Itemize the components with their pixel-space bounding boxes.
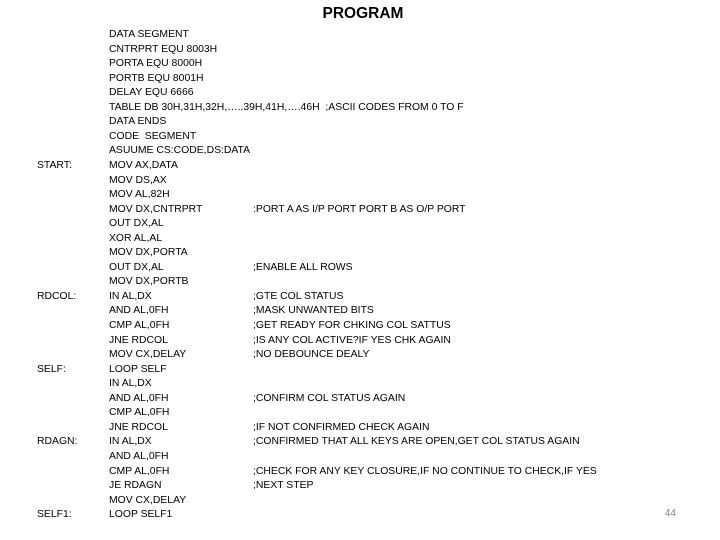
code-instruction: JNE RDCOL	[109, 421, 168, 433]
code-instruction: MOV CX,DELAY	[109, 349, 187, 361]
code-line	[0, 508, 720, 523]
code-comment: ;CHECK FOR ANY KEY CLOSURE,IF NO CONTINUE TO CHECK,IF YES	[253, 465, 597, 477]
code-line	[0, 115, 720, 130]
code-line	[0, 72, 720, 87]
code-line	[0, 217, 720, 232]
code-instruction: MOV AX,DATA	[109, 159, 178, 171]
code-line	[0, 43, 720, 58]
code-label: START:	[37, 159, 72, 171]
code-instruction: CMP AL,0FH	[109, 320, 170, 331]
code-line	[0, 377, 720, 392]
code-line	[0, 348, 720, 363]
code-comment: ;IS ANY COL ACTIVE?IF YES CHK AGAIN	[253, 334, 451, 346]
code-instruction: ASUUME CS:CODE,DS:DATA	[109, 145, 251, 157]
code-comment: :PORT A AS I/P PORT PORT B AS O/P PORT	[253, 203, 466, 215]
code-comment: ;GET READY FOR CHKING COL SATTUS	[253, 320, 451, 331]
code-comment: ;IF NOT CONFIRMED CHECK AGAIN	[253, 421, 430, 433]
code-line	[0, 246, 720, 261]
code-instruction: MOV CX,DELAY	[109, 494, 187, 506]
code-line	[0, 188, 720, 203]
code-line	[0, 144, 720, 159]
code-line	[0, 232, 720, 247]
code-instruction: OUT DX,AL	[109, 218, 164, 230]
code-line	[0, 392, 720, 407]
code-instruction: CMP AL,0FH	[109, 465, 170, 477]
code-line	[0, 28, 720, 43]
code-comment: ;CONFIRMED THAT ALL KEYS ARE OPEN,GET COL STATUS AGAIN	[253, 436, 580, 448]
code-instruction: MOV DX,CNTRPRT	[109, 203, 203, 215]
code-line	[0, 203, 720, 218]
code-instruction: DELAY EQU 6666	[109, 87, 194, 99]
code-instruction: XOR AL,AL	[109, 232, 163, 244]
code-instruction: MOV DX,PORTB	[109, 276, 189, 288]
code-label: SELF1:	[37, 509, 72, 521]
code-line	[0, 334, 720, 349]
code-instruction: IN AL,DX	[109, 436, 152, 448]
code-label: RDAGN:	[37, 436, 78, 448]
code-instruction: IN AL,DX	[109, 290, 152, 302]
code-instruction: LOOP SELF	[109, 363, 167, 375]
code-line	[0, 494, 720, 509]
code-instruction: LOOP SELF1	[109, 509, 173, 521]
code-instruction: PORTA EQU 8000H	[109, 58, 203, 70]
page-number: 44	[664, 508, 676, 519]
code-label: RDCOL:	[37, 290, 77, 302]
code-instruction: AND AL,0FH	[109, 392, 169, 404]
code-instruction: TABLE DB 30H,31H,32H,…..39H,41H,….46H ;ASCII CODES FROM 0 TO F	[109, 101, 464, 113]
code-line	[0, 86, 720, 101]
code-line	[0, 465, 720, 480]
code-instruction: OUT DX,AL	[109, 261, 164, 273]
code-instruction: JE RDAGN	[109, 480, 162, 492]
code-line	[0, 304, 720, 319]
code-instruction: MOV DX,PORTA	[109, 247, 188, 259]
code-line	[0, 261, 720, 276]
code-instruction: PORTB EQU 8001H	[109, 72, 204, 84]
code-line	[0, 130, 720, 145]
code-line	[0, 319, 720, 334]
code-line	[0, 57, 720, 72]
code-line	[0, 159, 720, 174]
code-line	[0, 450, 720, 465]
code-comment: ;ENABLE ALL ROWS	[253, 261, 353, 273]
code-line	[0, 174, 720, 189]
code-line	[0, 275, 720, 290]
code-comment: ;NO DEBOUNCE DEALY	[253, 349, 370, 361]
code-instruction: AND AL,0FH	[109, 450, 169, 462]
code-instruction: MOV AL,82H	[109, 189, 170, 201]
code-instruction: DATA ENDS	[109, 116, 167, 128]
code-line	[0, 290, 720, 305]
code-line	[0, 421, 720, 436]
code-instruction: DATA SEGMENT	[109, 29, 189, 40]
code-comment: ;NEXT STEP	[253, 480, 314, 492]
code-comment: ;MASK UNWANTED BITS	[253, 305, 374, 317]
slide-title: PROGRAM	[322, 5, 404, 22]
code-line	[0, 406, 720, 421]
code-instruction: MOV DS,AX	[109, 174, 167, 186]
code-instruction: CNTRPRT EQU 8003H	[109, 43, 218, 55]
code-comment: ;CONFIRM COL STATUS AGAIN	[253, 392, 406, 404]
code-instruction: CMP AL,0FH	[109, 407, 170, 419]
code-line	[0, 435, 720, 450]
code-line	[0, 101, 720, 116]
code-line	[0, 363, 720, 378]
code-instruction: AND AL,0FH	[109, 305, 169, 317]
code-label: SELF:	[37, 363, 66, 375]
code-comment: ;GTE COL STATUS	[253, 290, 344, 302]
code-instruction: JNE RDCOL	[109, 334, 168, 346]
code-line	[0, 479, 720, 494]
code-instruction: CODE SEGMENT	[109, 130, 197, 142]
code-instruction: IN AL,DX	[109, 378, 152, 390]
